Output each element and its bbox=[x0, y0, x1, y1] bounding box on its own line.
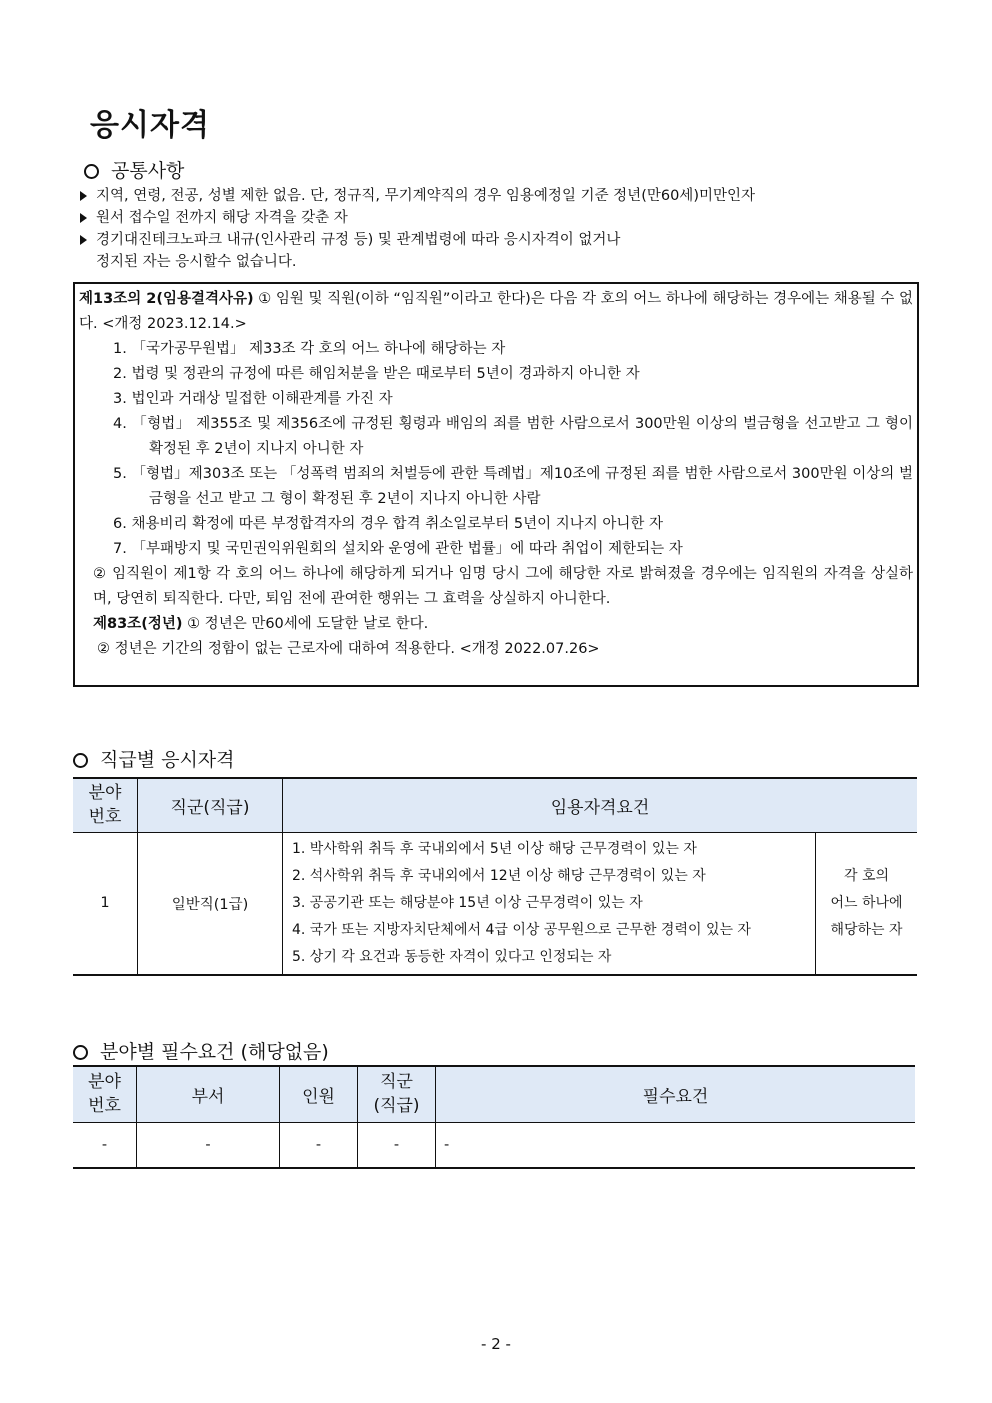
column-header-grade: 직군(직급) bbox=[138, 778, 283, 832]
column-header-count: 인원 bbox=[280, 1066, 358, 1122]
cell-requirements bbox=[283, 832, 816, 975]
section-heading-common bbox=[84, 156, 184, 183]
circle-icon bbox=[73, 753, 88, 768]
section-heading-grade bbox=[73, 745, 235, 772]
page-number: - 2 - bbox=[481, 1335, 511, 1353]
article-item: 1. 「국가공무원법」 제33조 각 호의 어느 하나에 해당하는 자 bbox=[113, 341, 506, 357]
cell-dept: - bbox=[137, 1122, 280, 1168]
cell-note: 각 호의 어느 하나에 해당하는 자 bbox=[816, 832, 918, 975]
field-requirement-table bbox=[73, 1065, 915, 1169]
cell-no: 1 bbox=[100, 895, 110, 911]
list-item: 경기대진테크노파크 내규(인사관리 규정 등) 및 관계법령에 따라 응시자격이 없거나 bbox=[80, 229, 920, 251]
cell-requirement: - bbox=[436, 1122, 916, 1168]
list-item: 1. 박사학위 취득 후 국내외에서 5년 이상 해당 근무경력이 있는 자 bbox=[292, 840, 697, 857]
cell-count: - bbox=[280, 1122, 358, 1168]
article-item: 5. 「형법」제303조 또는 「성폭력 범죄의 처벌등에 관한 특례법」제10조에 규정된 죄를 범한 사람으로서 300만원 이상의 벌금형을 선고 받고 그 형이 확정된 후 2년이 지나지 아니한 사람 bbox=[113, 466, 913, 507]
article-13-paragraph-2: ② 임직원이 제1항 각 호의 어느 하나에 해당하게 되거나 임명 당시 그에 해당한 자로 밝혀졌을 경우에는 임직원의 자격을 상실하며, 당연히 퇴직한다. 다만, 퇴임 전에 관여한 행위는 그 효력을 상실하지 아니한다. bbox=[93, 566, 913, 607]
cell-no: - bbox=[101, 1136, 108, 1153]
table-row bbox=[73, 1122, 915, 1168]
page-title: 응시자격 bbox=[90, 108, 210, 143]
common-bullet-list bbox=[80, 185, 920, 273]
triangle-bullet-icon bbox=[80, 191, 87, 201]
circle-icon bbox=[73, 1045, 88, 1060]
list-item: 지역, 연령, 전공, 성별 제한 없음. 단, 정규직, 무기계약직의 경우 임용예정일 기준 정년(만60세)미만인자 bbox=[80, 185, 920, 207]
column-header-dept: 부서 bbox=[137, 1066, 280, 1122]
column-header-no: 분야 번호 bbox=[73, 1066, 137, 1122]
article-item: 4. 「형법」 제355조 및 제356조에 규정된 횡령과 배임의 죄를 범한 사람으로서 300만원 이상의 벌금형을 선고받고 그 형이 확정된 후 2년이 지나지 아니한 자 bbox=[113, 416, 913, 457]
article-item: 6. 채용비리 확정에 따른 부정합격자의 경우 합격 취소일로부터 5년이 지나지 아니한 자 bbox=[113, 516, 663, 532]
list-item: 3. 공공기관 또는 해당분야 15년 이상 근무경력이 있는 자 bbox=[292, 894, 643, 911]
column-header-requirements: 임용자격요건 bbox=[283, 778, 918, 832]
article-item: 2. 법령 및 정관의 규정에 따른 해임처분을 받은 때로부터 5년이 경과하지 아니한 자 bbox=[113, 366, 640, 382]
article-83-paragraph-1: 제83조(정년) ① 정년은 만60세에 도달한 날로 한다. bbox=[93, 616, 429, 632]
list-item: 5. 상기 각 요건과 동등한 자격이 있다고 인정되는 자 bbox=[292, 948, 612, 965]
cell-grade: - bbox=[358, 1122, 436, 1168]
grade-heading-label: 직급별 응시자격 bbox=[100, 749, 235, 771]
article-item: 7. 「부패방지 및 국민권익위원회의 설치와 운영에 관한 법률」에 따라 취업이 제한되는 자 bbox=[113, 541, 683, 557]
article-item: 3. 법인과 거래상 밀접한 이해관계를 가진 자 bbox=[113, 391, 393, 407]
field-heading-label: 분야별 필수요건 (해당없음) bbox=[100, 1041, 329, 1063]
requirement-list bbox=[284, 834, 814, 973]
cell-grade: 일반직(1급) bbox=[138, 832, 283, 975]
column-header-grade: 직군 (직급) bbox=[358, 1066, 436, 1122]
triangle-bullet-icon bbox=[80, 213, 87, 223]
list-item: 원서 접수일 전까지 해당 자격을 갖춘 자 bbox=[80, 207, 920, 229]
list-item: 2. 석사학위 취득 후 국내외에서 12년 이상 해당 근무경력이 있는 자 bbox=[292, 867, 706, 884]
article-83-paragraph-2: ② 정년은 기간의 정함이 없는 근로자에 대하여 적용한다. <개정 2022.07.26> bbox=[97, 641, 600, 657]
circle-icon bbox=[84, 164, 99, 179]
list-item-continuation: 정지된 자는 응시할수 없습니다. bbox=[96, 254, 297, 270]
column-header-no: 분야 번호 bbox=[73, 778, 138, 832]
table-row bbox=[73, 832, 917, 975]
section-heading-field bbox=[73, 1037, 329, 1064]
regulation-box bbox=[73, 282, 919, 687]
list-item: 4. 국가 또는 지방자치단체에서 4급 이상 공무원으로 근무한 경력이 있는 자 bbox=[292, 921, 751, 938]
column-header-requirement: 필수요건 bbox=[436, 1066, 916, 1122]
grade-qualification-table bbox=[73, 777, 917, 976]
common-heading-label: 공통사항 bbox=[111, 160, 185, 182]
triangle-bullet-icon bbox=[80, 235, 87, 245]
article-13-intro: 제13조의 2(임용결격사유) ① 임원 및 직원(이하 “임직원”이라고 한다)은 다음 각 호의 어느 하나에 해당하는 경우에는 채용될 수 없다. <개정 2023.12.14.> bbox=[79, 291, 913, 332]
